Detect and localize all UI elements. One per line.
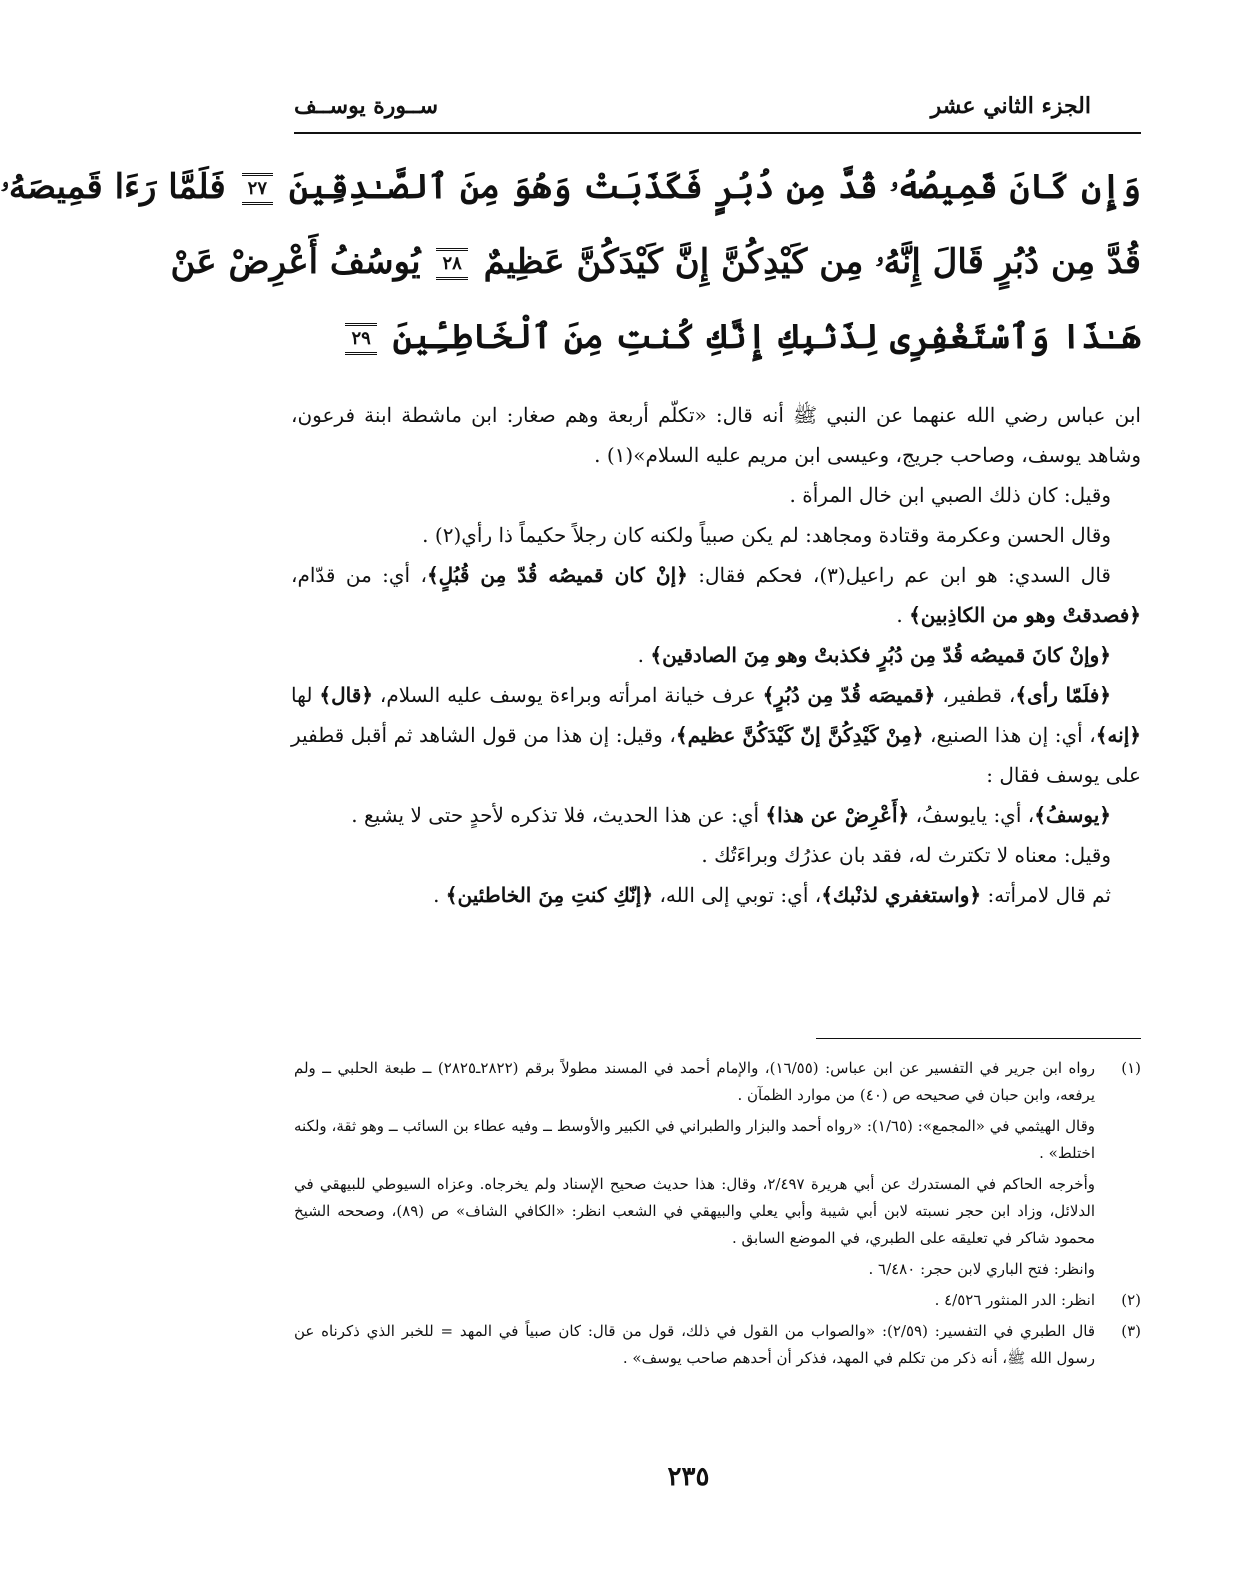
footnote-text: انظر: الدر المنثور ٤/٥٢٦ . xyxy=(934,1291,1095,1309)
quote: ﴿قال﴾ xyxy=(319,683,373,707)
quote: ﴿أَعْرِضْ عن هذا﴾ xyxy=(765,803,910,827)
quote: ﴿فلَمّا رأى﴾ xyxy=(1015,683,1112,707)
commentary-paragraph: ثم قال لامرأته: ﴿واستغفري لذنْبك﴾، أي: توبي إلى الله، ﴿إنّكِ كنتِ مِنَ الخاطئين﴾ . xyxy=(433,883,1111,907)
quote: ﴿إنْ كان قميصُه قُدّ مِن قُبُلٍ﴾ xyxy=(426,563,688,587)
quran-verses xyxy=(0,150,1141,375)
footnote-text: رواه ابن جرير في التفسير عن ابن عباس: (١٦/٥٥)، والإمام أحمد في المسند مطولاً برقم (٢٨٢٢ـ٢٨٢٥) ــ طبعة الحلبي ــ ولم يرفعه، وابن حبان في صحيحه ص (٤٠) من موارد الظمآن . xyxy=(294,1059,1095,1104)
footnote-number: (٣) xyxy=(1121,1322,1141,1340)
quran-line-1: وَإِن كَانَ قَمِيصُهُۥ قُدَّ مِن دُبُرٍ فَكَذَبَتْ وَهُوَ مِنَ ٱلصَّـٰدِقِينَ ٢٧ فَلَمَّا رَءَا قَمِيصَهُۥ xyxy=(0,167,1141,207)
ayah-number-28: ٢٨ xyxy=(436,248,467,280)
footnote-3 xyxy=(294,1318,1141,1376)
commentary-paragraph: ابن عباس رضي الله عنهما عن النبي ﷺ أنه قال: «تكلّم أربعة وهم صغار: ابن ماشطة ابنة فرعون، وشاهد يوسف، وصاحب جريج، وعيسى ابن مريم عليه السلام»(١) . xyxy=(291,403,1141,467)
page-number: ٢٣٥ xyxy=(667,1462,710,1492)
quran-line-3: هَـٰذَا وَٱسْتَغْفِرِى لِذَنۢبِكِ إِنَّكِ كُنتِ مِنَ ٱلْخَاطِـِٔينَ ٢٩ xyxy=(291,300,1141,375)
commentary-paragraph: ﴿يوسفُ﴾، أي: يايوسفُ، ﴿أَعْرِضْ عن هذا﴾ أي: عن هذا الحديث، فلا تذكره لأحدٍ حتى لا يشيع . xyxy=(351,803,1111,827)
footnote-text: قال الطبري في التفسير: (٢/٥٩): «والصواب من القول في ذلك، قول من قال: كان صبياً في المهد = للخبر الذي ذكرناه عن رسول الله ﷺ، أنه ذكر من تكلم في المهد، فذكر أن أحدهم صاحب يوسف» . xyxy=(294,1322,1095,1367)
quran-line-2: قُدَّ مِن دُبُرٍ قَالَ إِنَّهُۥ مِن كَيْدِكُنَّ إِنَّ كَيْدَكُنَّ عَظِيمٌ ٢٨ يُوسُفُ أَعْرِضْ عَنْ xyxy=(170,242,1141,282)
quote: ﴿وإنْ كانَ قميصُه قُدّ مِن دُبُرٍ فكذبتْ وهو مِنَ الصادقين﴾ xyxy=(650,643,1111,667)
ayah-number-29: ٢٩ xyxy=(345,323,376,355)
footnote-2 xyxy=(294,1287,1141,1318)
footnote-text: وانظر: فتح الباري لابن حجر: ٦/٤٨٠ . xyxy=(868,1260,1095,1278)
quote: ﴿قميصَه قُدّ مِن دُبُرٍ﴾ xyxy=(762,683,936,707)
quote: ﴿واستغفري لذنْبك﴾ xyxy=(821,883,982,907)
commentary-paragraph: ﴿فلَمّا رأى﴾، قطفير، ﴿قميصَه قُدّ مِن دُبُرٍ﴾ عرف خيانة امرأته وبراءة يوسف عليه السلام، ﴿قال﴾ لها ﴿إنه﴾، أي: إن هذا الصنيع، ﴿مِنْ كَيْدِكُنَّ إنّ كَيْدَكُنَّ عظيم﴾، وقيل: إن هذا من قول الشاهد ثم أقبل قطفير على يوسف فقال : xyxy=(291,683,1141,787)
footnote-text: وأخرجه الحاكم في المستدرك عن أبي هريرة ٢/٤٩٧، وقال: هذا حديث صحيح الإسناد ولم يخرجاه. وعزاه السيوطي للبيهقي في الدلائل، وزاد ابن حجر نسبته لابن أبي شيبة وأبي يعلي والبيهقي في الشعب انظر: «الكافي الشاف» ص (٨٩)، وصححه الشيخ محمود شاكر في تعليقه على الطبري، في الموضع السابق . xyxy=(294,1175,1095,1247)
quote: ﴿مِنْ كَيْدِكُنَّ إنّ كَيْدَكُنَّ عظيم﴾ xyxy=(675,723,924,747)
commentary-paragraph: ﴿وإنْ كانَ قميصُه قُدّ مِن دُبُرٍ فكذبتْ وهو مِنَ الصادقين﴾ . xyxy=(637,643,1111,667)
footnote-1 xyxy=(294,1055,1141,1287)
commentary-paragraph: وقال الحسن وعكرمة وقتادة ومجاهد: لم يكن صبياً ولكنه كان رجلاً حكيماً ذا رأي(٢) . xyxy=(422,523,1111,547)
ayah-number-27: ٢٧ xyxy=(242,173,273,205)
footnote-rule xyxy=(816,1038,1141,1039)
quote: ﴿إنّكِ كنتِ مِنَ الخاطئين﴾ xyxy=(445,883,654,907)
running-header xyxy=(294,86,1091,126)
commentary-paragraph: قال السدي: هو ابن عم راعيل(٣)، فحكم فقال: ﴿إنْ كان قميصُه قُدّ مِن قُبُلٍ﴾، أي: من قدّام، ﴿فصدقتْ وهو من الكاذِبين﴾ . xyxy=(291,563,1141,627)
surah-title: ســورة يوســف xyxy=(294,93,439,119)
commentary-paragraph: وقيل: معناه لا تكترث له، فقد بان عذرُك وبراءَتُك . xyxy=(701,843,1111,867)
footnote-number: (١) xyxy=(1121,1059,1141,1077)
footnotes xyxy=(294,1055,1141,1376)
quote: ﴿يوسفُ﴾ xyxy=(1034,803,1111,827)
footnote-number: (٢) xyxy=(1121,1291,1141,1309)
footnote-text: وقال الهيثمي في «المجمع»: (١/٦٥): «رواه أحمد والبزار والطبراني في الكبير والأوسط ــ وفيه عطاء بن السائب ــ وهو ثقة، ولكنه اختلط» . xyxy=(294,1117,1096,1162)
commentary-paragraph: وقيل: كان ذلك الصبي ابن خال المرأة . xyxy=(789,483,1111,507)
quote: ﴿إنه﴾ xyxy=(1095,723,1141,747)
commentary xyxy=(291,395,1141,915)
quote: ﴿فصدقتْ وهو من الكاذِبين﴾ xyxy=(909,603,1141,627)
header-rule xyxy=(294,132,1141,134)
juz-title: الجزء الثاني عشر xyxy=(930,93,1091,119)
